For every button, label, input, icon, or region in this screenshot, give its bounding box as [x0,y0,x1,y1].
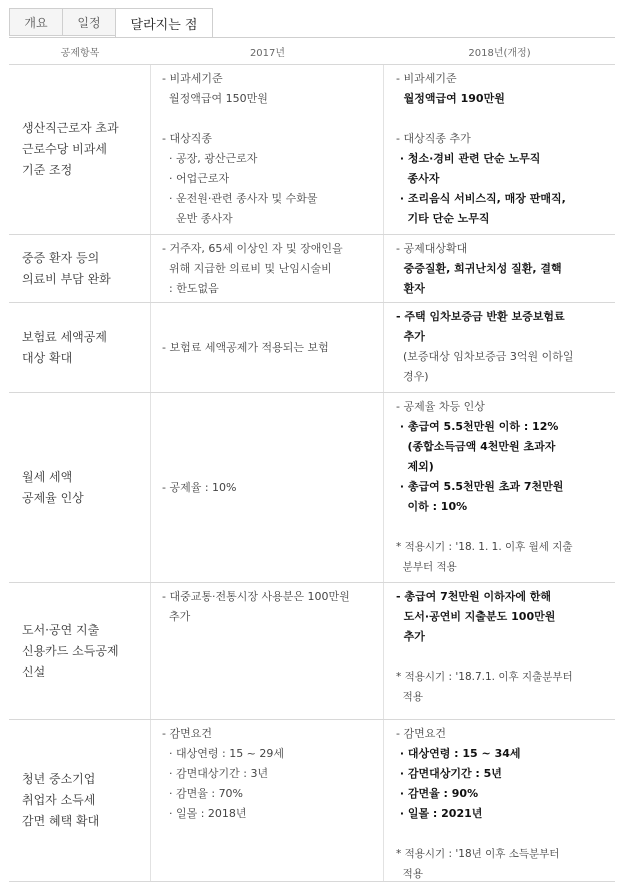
item-2017: - 거주자, 65세 이상인 자 및 장애인을 [162,242,343,255]
header-2018: 2018년(개정) [468,47,531,59]
cell-2018 [384,65,615,234]
item-2018: 이하 : 10% [396,500,468,513]
row-title-line: 월세 세액 [22,469,73,484]
table-row [9,65,615,235]
item-2018: - 공제율 차등 인상 [396,400,485,413]
row-title [22,248,111,290]
cell-2018 [384,235,615,302]
item-2018: 적용 [396,868,423,880]
item-2018 [396,109,615,129]
item-2018: · 감면율 : 90% [396,787,479,800]
tab-schedule[interactable]: 일정 [62,8,116,36]
tab-overview[interactable]: 개요 [9,8,63,36]
item-2017: · 일몰 : 2018년 [162,807,247,820]
item-2017: 운반 종사자 [162,212,233,225]
row-title [22,769,99,832]
cell-2017 [151,583,384,719]
cell-2017 [151,303,384,392]
row-title-line: 보험료 세액공제 [22,329,107,344]
item-2018: - 공제대상확대 [396,242,468,255]
item-2018 [396,517,615,537]
row-title-line: 기준 조정 [22,163,73,177]
cell-2017 [151,235,384,302]
item-2018: 도서·공연비 지출분도 100만원 [396,610,556,623]
row-title-cell [9,720,151,881]
row-title-line: 공제율 인상 [22,490,84,505]
item-2018: (종합소득금액 4천만원 초과자 [396,440,556,453]
row-title-line: 대상 확대 [22,350,73,365]
row-title-line: 신용카드 소득공제 [22,643,119,658]
item-2018: · 청소·경비 관련 단순 노무직 [396,152,541,165]
item-2018: - 주택 임차보증금 반환 보증보험료 [396,310,565,323]
row-title-cell [9,583,151,719]
item-2018: 종사자 [396,172,440,185]
row-title [22,118,119,181]
row-title-cell [9,235,151,302]
item-2018 [396,824,615,844]
item-2018: 분부터 적용 [396,561,457,573]
row-title [22,327,107,369]
item-2018: 제외) [396,460,434,473]
item-2017: · 공장, 광산근로자 [162,152,258,165]
table-header [9,38,615,65]
item-2018: - 감면요건 [396,727,446,740]
item-2017: - 대상직종 [162,132,212,145]
item-2018: - 대상직종 추가 [396,132,471,145]
item-2018: - 총급여 7천만원 이하자에 한해 [396,590,552,603]
cell-2017 [151,393,384,582]
item-2017: · 어업근로자 [162,172,230,185]
item-2017: - 보험료 세액공제가 적용되는 보험 [162,340,329,354]
tab-bar [9,8,212,38]
item-2017: - 대중교통·전통시장 사용분은 100만원 [162,590,350,603]
row-title [22,620,119,683]
cell-2018 [384,720,615,881]
cell-2017 [151,720,384,881]
row-title-line: 근로수당 비과세 [22,142,107,156]
item-2017: · 감면율 : 70% [162,787,244,800]
row-title-line: 생산직근로자 초과 [22,121,119,135]
row-title-line: 취업자 소득세 [22,793,96,807]
item-2018: * 적용시기 : '18. 1. 1. 이후 월세 지출 [396,541,573,553]
item-2018 [396,647,615,667]
table-row [9,583,615,720]
tab-changes[interactable]: 달라지는 점 [115,8,213,38]
row-title-cell [9,65,151,234]
item-2018: 추가 [396,330,425,343]
item-2018: 월정액급여 190만원 [396,92,505,105]
cell-2018 [384,393,615,582]
cell-2018 [384,303,615,392]
item-2017 [162,109,383,129]
item-2017: · 운전원·관련 종사자 및 수화물 [162,192,318,205]
comparison-table [9,38,615,882]
row-title-line: 신설 [22,664,46,679]
item-2017: - 공제율 : 10% [162,480,237,494]
table-row [9,303,615,393]
item-2018: · 총급여 5.5천만원 이하 : 12% [396,420,559,433]
table-row [9,393,615,583]
item-2018: · 조리음식 서비스직, 매장 판매직, [396,192,566,205]
item-2017: · 감면대상기간 : 3년 [162,767,269,780]
item-2018: - 비과세기준 [396,72,457,85]
item-2017: - 감면요건 [162,727,212,740]
row-title-line: 도서·공연 지출 [22,622,100,637]
row-title-line: 의료비 부담 완화 [22,271,111,286]
item-2018: 경우) [396,370,429,383]
item-2018: 적용 [396,691,423,703]
cell-2018 [384,583,615,719]
item-2018: · 감면대상기간 : 5년 [396,767,502,780]
item-2018: 기타 단순 노무직 [396,212,490,225]
row-title-line: 중증 환자 등의 [22,250,100,265]
row-title-cell [9,393,151,582]
row-title-line: 청년 중소기업 [22,772,96,786]
item-2017: 위해 지급한 의료비 및 난임시술비 [162,262,332,275]
table-row [9,235,615,303]
item-2017: - 비과세기준 [162,72,223,85]
row-title [22,467,84,509]
item-2018: * 적용시기 : '18.7.1. 이후 지출분부터 [396,671,573,683]
item-2018: 환자 [396,282,425,295]
table-row [9,720,615,882]
item-2017: 월정액급여 150만원 [162,92,268,105]
item-2017: : 한도없음 [162,282,219,295]
item-2018: · 대상연령 : 15 ~ 34세 [396,747,521,760]
row-title-cell [9,303,151,392]
row-title-line: 감면 혜택 확대 [22,814,100,828]
item-2017: 추가 [162,610,191,623]
item-2018: 추가 [396,630,425,643]
item-2017: · 대상연령 : 15 ~ 29세 [162,747,285,760]
cell-2017 [151,65,384,234]
item-2018: (보증대상 임차보증금 3억원 이하일 [396,350,574,363]
item-2018: 중증질환, 희귀난치성 질환, 결핵 [396,262,562,275]
item-2018: · 일몰 : 2021년 [396,807,483,820]
item-2018: * 적용시기 : '18년 이후 소득분부터 [396,848,560,860]
header-item: 공제항목 [60,47,100,59]
item-2018: · 총급여 5.5천만원 초과 7천만원 [396,480,564,493]
header-2017: 2017년 [249,47,286,59]
